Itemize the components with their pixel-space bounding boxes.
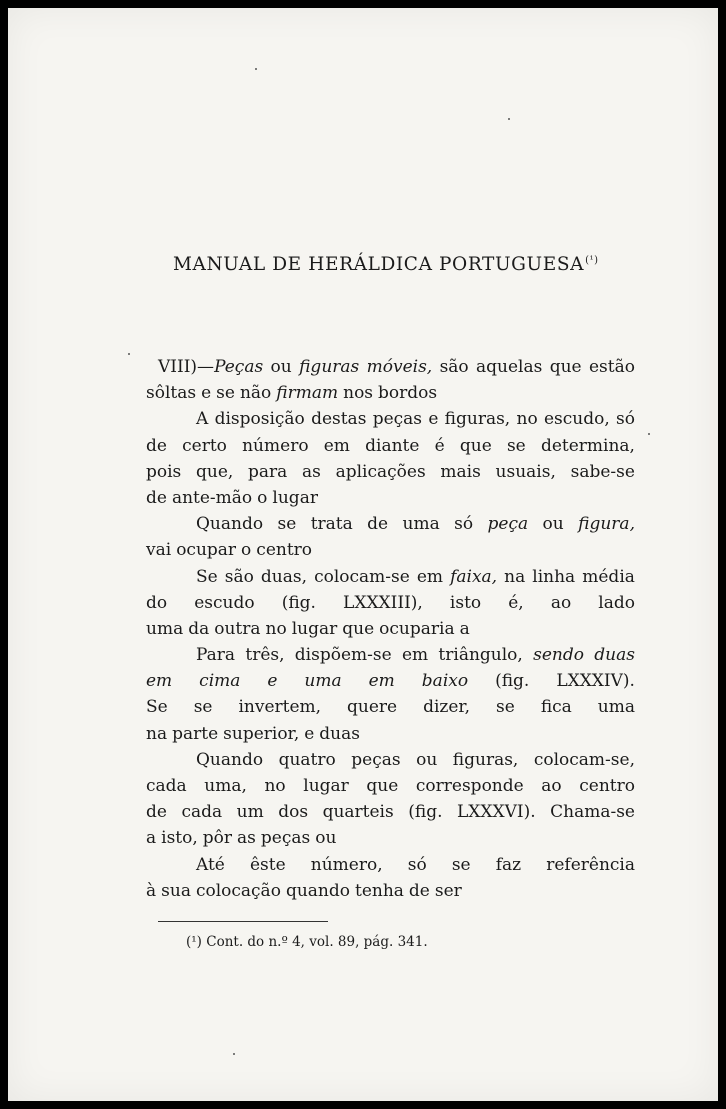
footnote-rule: [158, 921, 328, 922]
word: se: [451, 854, 471, 875]
word: LXXXIII),: [343, 592, 423, 613]
word: ao: [541, 776, 562, 796]
word: ocupar: [176, 540, 237, 561]
text-line: [146, 773, 635, 799]
word: uma: [146, 618, 184, 639]
paper-speck: [508, 118, 510, 120]
word: peça: [487, 514, 529, 535]
word: no: [264, 776, 286, 796]
word: outra: [214, 618, 261, 639]
word: aplicações: [335, 461, 426, 482]
word: ou: [270, 357, 292, 377]
word: A: [196, 409, 209, 430]
word: uma: [597, 697, 635, 718]
word: de: [367, 514, 389, 535]
word: quando: [285, 880, 350, 901]
title-text: MANUAL DE HERÁLDICA PORTUGUESA: [173, 254, 585, 275]
word: cima: [199, 671, 241, 692]
word: sabe-se: [570, 461, 635, 482]
word: de: [146, 435, 167, 456]
paper-speck: [128, 353, 130, 355]
word: lado: [598, 592, 635, 613]
word: ante-mão: [171, 487, 253, 508]
word: se: [506, 435, 526, 456]
word: só: [454, 514, 474, 535]
word: LXXXIV).: [556, 671, 635, 692]
text-line: [146, 564, 635, 590]
word: certo: [182, 435, 227, 456]
word: quarteis: [322, 802, 394, 823]
word: cada: [181, 802, 223, 823]
word: o: [241, 540, 252, 561]
text-line: [146, 485, 635, 511]
word: nos: [343, 383, 374, 404]
text-line: [146, 590, 635, 616]
word: que: [459, 435, 492, 456]
word: no: [265, 618, 287, 639]
text-line: [146, 616, 635, 642]
word: centro: [579, 776, 635, 796]
footnote: (¹) Cont. do n.º 4, vol. 89, pág. 341.: [186, 934, 428, 950]
word: o: [257, 487, 268, 508]
word: do: [146, 592, 168, 613]
word: fica: [540, 697, 572, 718]
word: se: [496, 697, 515, 718]
body-text: [146, 354, 635, 904]
word: figuras,: [452, 749, 519, 770]
text-line: [146, 694, 635, 720]
word: para: [248, 461, 288, 482]
word: tenha: [354, 880, 404, 901]
word: e: [304, 723, 315, 744]
word: lugar: [291, 618, 338, 639]
word: em: [416, 566, 444, 587]
text-line: [146, 668, 635, 694]
word: centro: [256, 540, 313, 561]
word: (fig.: [408, 802, 443, 823]
word: uma,: [204, 776, 247, 796]
word: uma: [304, 671, 342, 692]
word: isto: [449, 592, 482, 613]
word: são: [224, 566, 254, 587]
word: dos: [278, 802, 309, 823]
text-line: [146, 825, 635, 851]
word: três,: [245, 645, 285, 666]
word: na: [504, 566, 526, 587]
word: e: [201, 383, 212, 404]
word: duas: [319, 723, 360, 744]
word: que: [549, 357, 582, 377]
word: vai: [146, 540, 172, 561]
word: referência: [546, 854, 635, 875]
paper-speck: [255, 68, 257, 70]
word: Chama-se: [550, 802, 635, 823]
word: que,: [196, 461, 234, 482]
text-line: [146, 354, 635, 380]
word: a: [459, 618, 470, 639]
word: e: [428, 409, 439, 430]
text-line: [146, 406, 635, 432]
word: em: [401, 645, 429, 666]
word: mais: [440, 461, 481, 482]
word: não: [239, 383, 272, 404]
word: peças: [351, 749, 401, 770]
word: as: [302, 461, 321, 482]
word: isto,: [161, 828, 198, 849]
word: ao: [550, 592, 572, 613]
word: trata: [310, 514, 353, 535]
word: se: [277, 514, 297, 535]
word: ou: [315, 828, 337, 849]
word: de: [146, 802, 167, 823]
word: de: [408, 880, 430, 901]
word: destas: [311, 409, 367, 430]
word: quatro: [278, 749, 336, 770]
word: em: [146, 671, 173, 692]
word: é: [434, 435, 445, 456]
word: ocuparia: [379, 618, 455, 639]
text-line: [146, 642, 635, 668]
paper-speck: [233, 1053, 235, 1055]
word: só: [616, 409, 635, 430]
title-footnote-marker: (¹): [585, 254, 599, 266]
word: LXXXVI).: [456, 802, 536, 823]
word: pôr: [202, 828, 233, 849]
word: diante: [365, 435, 420, 456]
typeset-lines: [146, 354, 635, 904]
word: duas: [594, 645, 635, 666]
word: determina,: [540, 435, 635, 456]
word: sôltas: [146, 383, 197, 404]
word: Para: [196, 645, 236, 666]
word: que: [366, 776, 399, 796]
word: colocação: [195, 880, 281, 901]
text-line: [146, 721, 635, 747]
word: só: [407, 854, 427, 875]
page-title: [173, 254, 643, 275]
word: dispõem-se: [294, 645, 392, 666]
word: número: [242, 435, 309, 456]
word: peças: [372, 409, 423, 430]
word: firmam: [276, 383, 339, 404]
word: ser: [434, 880, 462, 901]
word: VIII)—Peças: [158, 357, 264, 377]
text-line: [146, 511, 635, 537]
word: um: [236, 802, 264, 823]
word: da: [188, 618, 210, 639]
word: ou: [416, 749, 438, 770]
word: usuais,: [495, 461, 556, 482]
word: em: [323, 435, 350, 456]
word: estão: [588, 357, 635, 377]
word: a: [146, 828, 157, 849]
word: bordos: [378, 383, 438, 404]
word: em: [368, 671, 395, 692]
word: ou: [542, 514, 564, 535]
word: escudo,: [543, 409, 610, 430]
document-page: [8, 8, 718, 1101]
word: figura,: [578, 514, 635, 535]
text-line: [146, 380, 635, 406]
word: corresponde: [415, 776, 524, 796]
word: lugar: [272, 487, 318, 508]
word: na: [146, 723, 168, 744]
word: (fig.: [495, 671, 530, 692]
word: Até: [196, 854, 225, 875]
word: à: [146, 880, 157, 901]
word: colocam-se,: [533, 749, 635, 770]
word: (fig.: [281, 592, 316, 613]
word: no: [516, 409, 538, 430]
text-line: [146, 852, 635, 878]
word: sendo: [533, 645, 584, 666]
word: Quando: [196, 514, 264, 535]
word: são: [439, 357, 469, 377]
word: figuras,: [444, 409, 511, 430]
text-line: [146, 537, 635, 563]
text-line: [146, 459, 635, 485]
word: número,: [310, 854, 383, 875]
word: cada: [146, 776, 187, 796]
word: é,: [508, 592, 524, 613]
word: colocam-se: [314, 566, 410, 587]
word: disposição: [214, 409, 305, 430]
word: invertem,: [238, 697, 322, 718]
word: dizer,: [423, 697, 471, 718]
text-line: [146, 878, 635, 904]
text-line: [146, 799, 635, 825]
word: parte: [172, 723, 219, 744]
text-line: [146, 433, 635, 459]
word: pois: [146, 461, 182, 482]
word: sua: [161, 880, 191, 901]
word: superior,: [223, 723, 300, 744]
word: média: [582, 566, 635, 587]
word: as: [237, 828, 256, 849]
word: aquelas: [476, 357, 543, 377]
word: faz: [495, 854, 522, 875]
word: que: [342, 618, 375, 639]
text-line: [146, 747, 635, 773]
word: triângulo,: [438, 645, 523, 666]
word: baixo: [421, 671, 469, 692]
word: lugar: [303, 776, 349, 796]
word: uma: [402, 514, 440, 535]
word: linha: [532, 566, 576, 587]
word: escudo: [194, 592, 255, 613]
word: Se: [146, 697, 168, 718]
word: móveis,: [366, 357, 433, 377]
word: peças: [260, 828, 311, 849]
word: Se: [196, 566, 218, 587]
paper-speck: [648, 433, 650, 435]
word: êste: [249, 854, 286, 875]
word: de: [146, 487, 167, 508]
word: se: [193, 697, 213, 718]
word: e: [267, 671, 278, 692]
word: duas,: [260, 566, 308, 587]
word: faixa,: [450, 566, 498, 587]
word: Quando: [196, 749, 264, 770]
word: figuras: [299, 357, 360, 377]
word: se: [216, 383, 235, 404]
word: quere: [347, 697, 398, 718]
